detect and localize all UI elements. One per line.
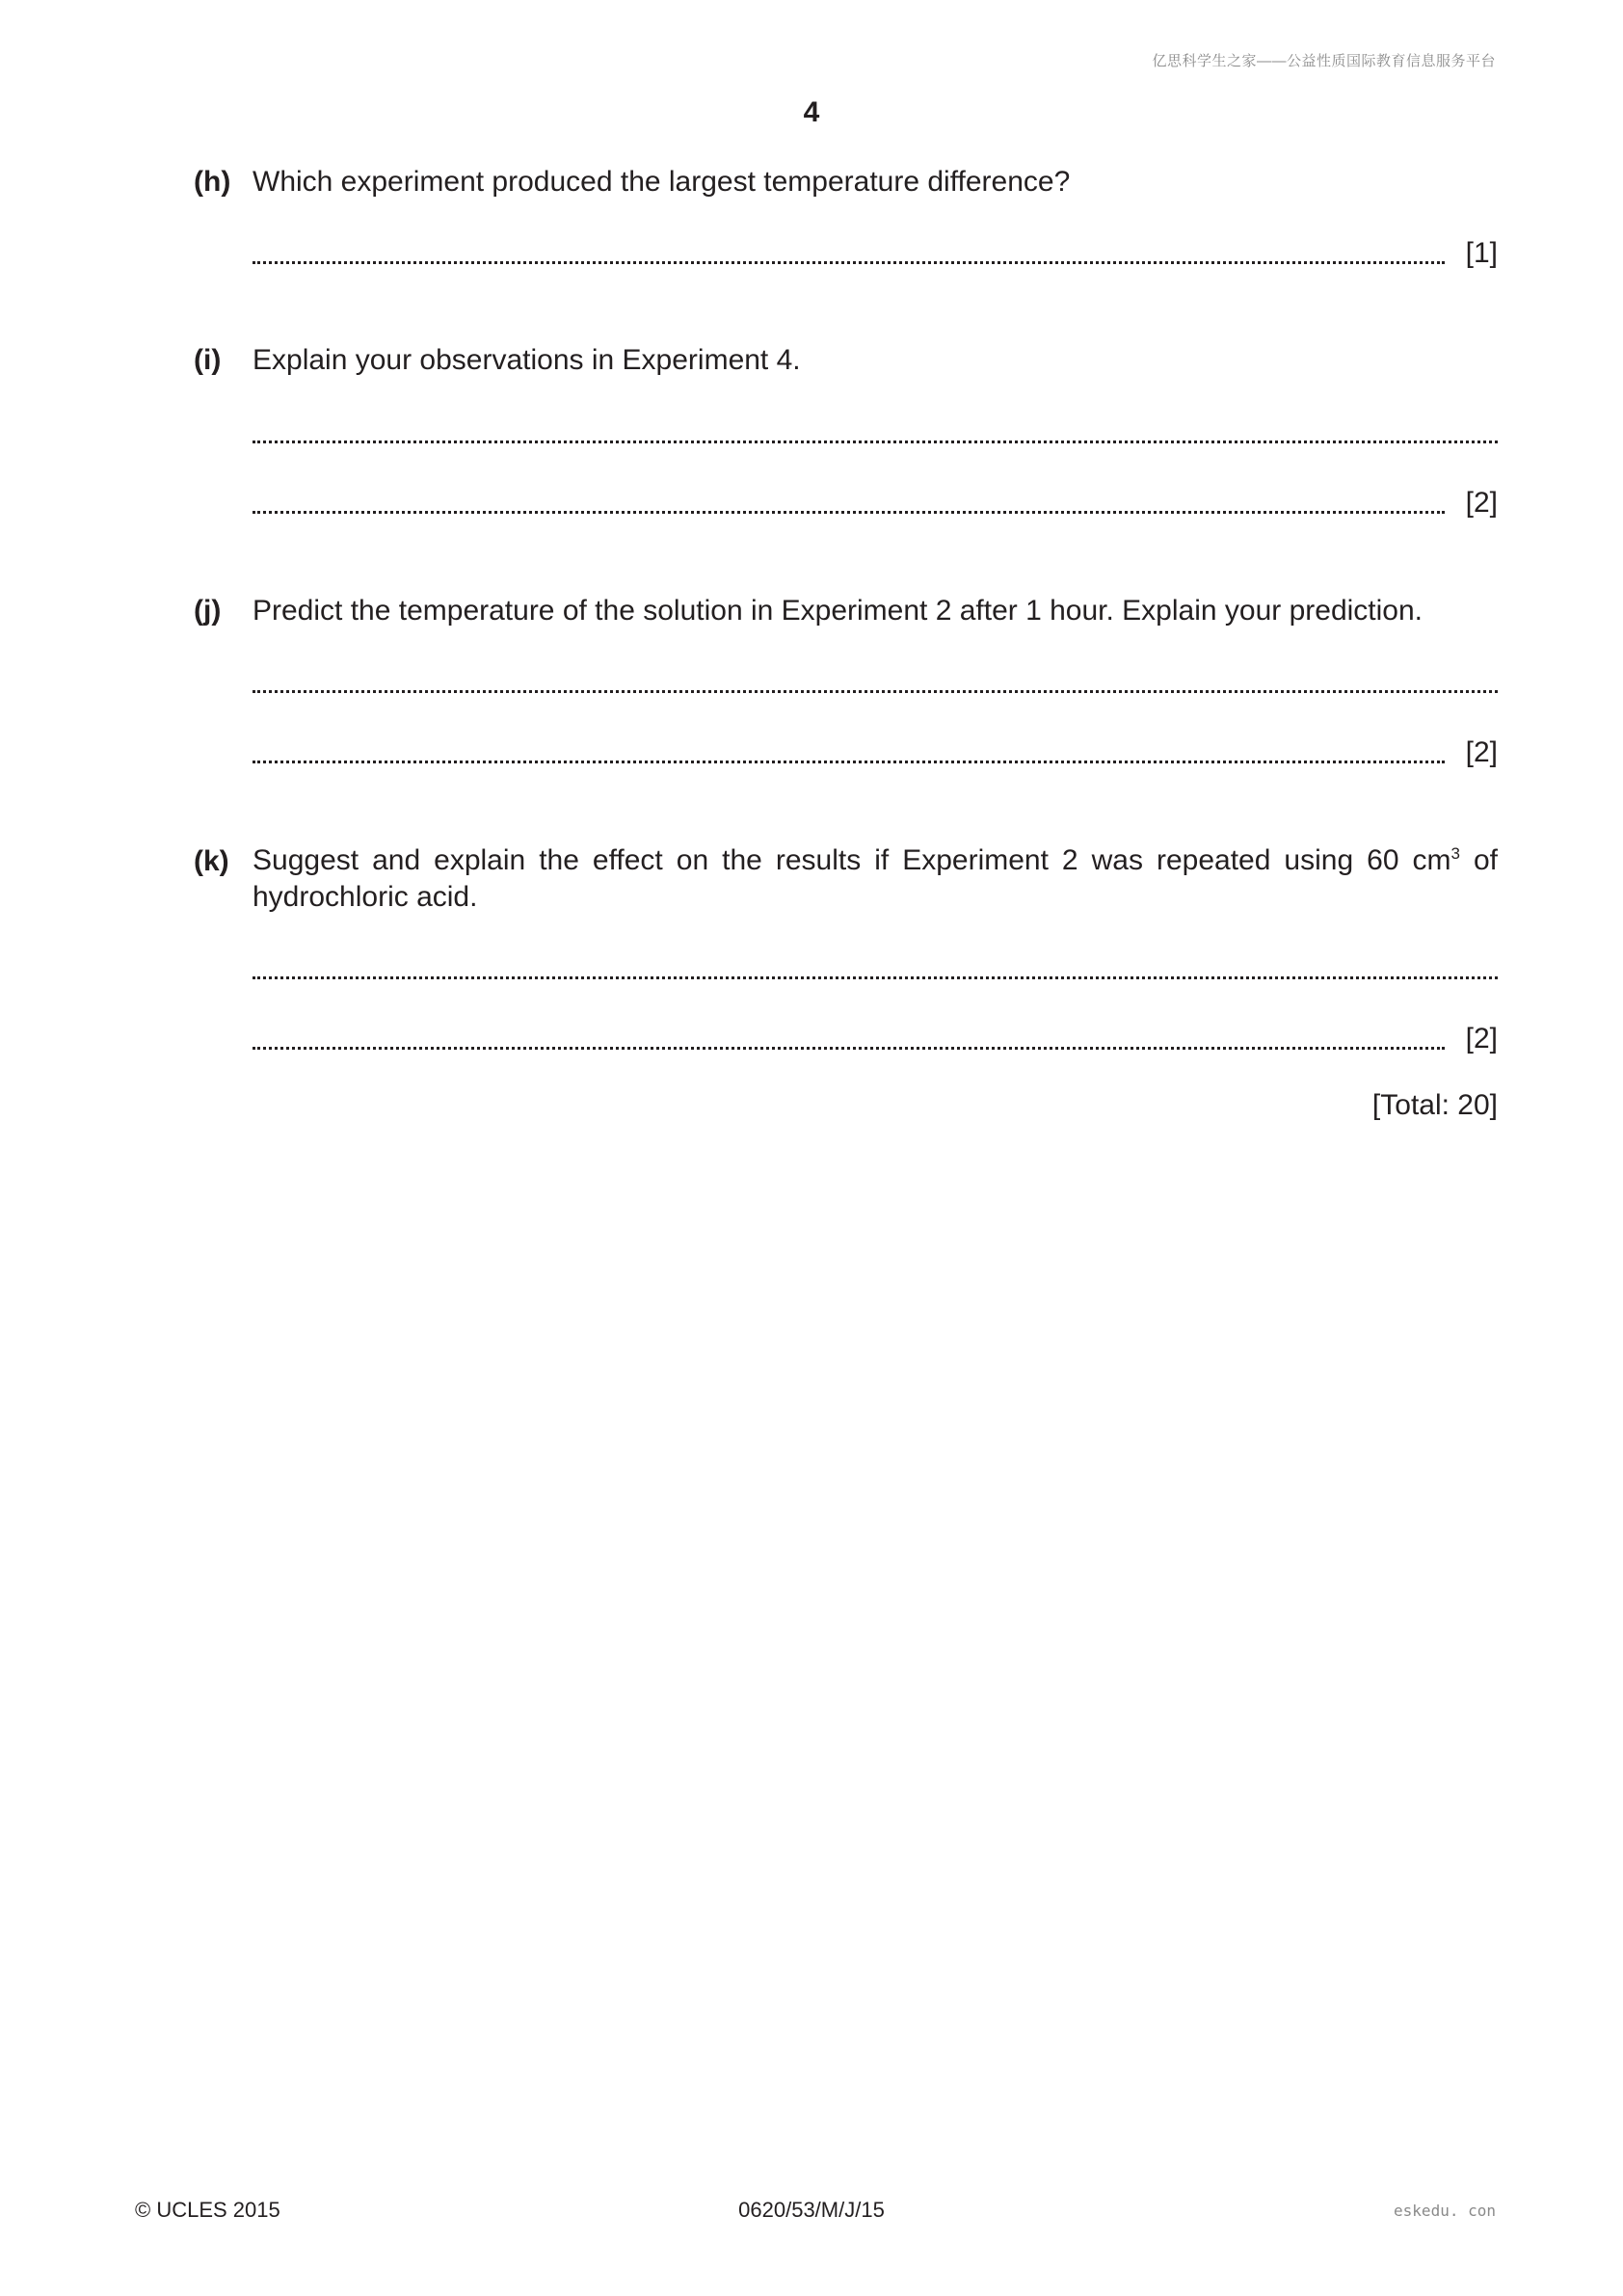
superscript-3: 3	[1450, 844, 1460, 863]
question-j-text: Predict the temperature of the solution in Experiment 2 after 1 hour. Explain your prediction.	[253, 595, 1423, 627]
marks-k: [2]	[1465, 1023, 1498, 1055]
dotted-line	[253, 976, 1498, 979]
total-marks: [Total: 20]	[1371, 1089, 1498, 1121]
answer-line-h-1[interactable]	[253, 237, 1498, 270]
question-k-label: (k)	[194, 845, 229, 877]
question-h-label: (h)	[194, 166, 231, 198]
marks-i: [2]	[1465, 487, 1498, 519]
question-k-text-end: of hydrochloric acid.	[253, 844, 1498, 913]
footer-site-watermark: eskedu. con	[1394, 2202, 1496, 2220]
dotted-line	[253, 511, 1445, 514]
footer-paper-code: 0620/53/M/J/15	[738, 2198, 885, 2222]
answer-line-j-2[interactable]	[253, 736, 1498, 769]
marks-j: [2]	[1465, 736, 1498, 768]
question-i-text: Explain your observations in Experiment 4.	[253, 344, 801, 376]
dotted-line	[253, 690, 1498, 693]
dotted-line	[253, 261, 1445, 264]
question-i-label: (i)	[194, 344, 222, 376]
question-k-text	[253, 842, 1498, 916]
answer-line-i-1[interactable]	[253, 416, 1498, 449]
marks-h: [1]	[1465, 237, 1498, 269]
answer-line-k-1[interactable]	[253, 952, 1498, 985]
answer-line-k-2[interactable]	[253, 1023, 1498, 1055]
page-number: 4	[803, 96, 820, 128]
answer-line-i-2[interactable]	[253, 487, 1498, 520]
question-k-text-start: Suggest and explain the effect on the results if Experiment 2 was repeated using 60 cm	[253, 844, 1451, 876]
question-h-text: Which experiment produced the largest temperature difference?	[253, 166, 1071, 198]
dotted-line	[253, 1047, 1445, 1050]
dotted-line	[253, 441, 1498, 443]
answer-line-j-1[interactable]	[253, 666, 1498, 699]
watermark-text: 亿思科学生之家——公益性质国际教育信息服务平台	[1152, 53, 1496, 69]
footer-copyright: © UCLES 2015	[135, 2198, 280, 2222]
question-j-label: (j)	[194, 595, 222, 627]
dotted-line	[253, 761, 1445, 763]
